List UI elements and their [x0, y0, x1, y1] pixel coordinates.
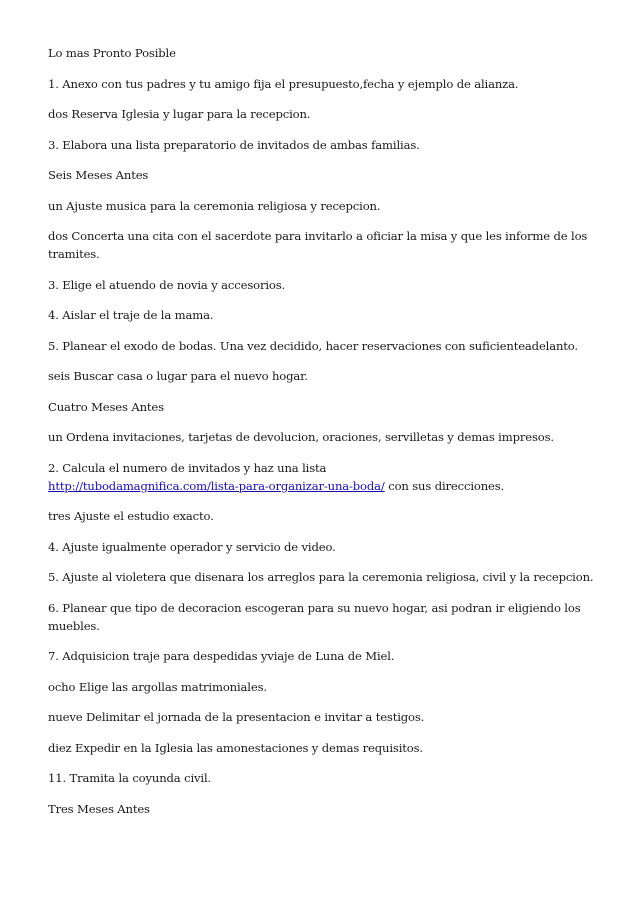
- list-item: tres Ajuste el estudio exacto.: [48, 509, 214, 523]
- section-heading: Tres Meses Antes: [48, 801, 150, 816]
- guest-list-item: [48, 459, 608, 495]
- document-body: [48, 44, 608, 830]
- list-item: un Ordena invitaciones, tarjetas de devolucion, oraciones, servilletas y demas impresos.: [48, 430, 554, 444]
- list-item: 4. Aislar el traje de la mama.: [48, 308, 214, 322]
- guest-list-link[interactable]: http://tubodamagnifica.com/lista-para-organizar-una-boda/: [48, 478, 385, 493]
- list-item: 11. Tramita la coyunda civil.: [48, 771, 212, 785]
- list-item: dos Reserva Iglesia y lugar para la recepcion.: [48, 107, 311, 121]
- list-item: diez Expedir en la Iglesia las amonestaciones y demas requisitos.: [48, 740, 423, 755]
- list-item: 7. Adquisicion traje para despedidas yviaje de Luna de Miel.: [48, 649, 395, 663]
- list-item: nueve Delimitar el jornada de la presentacion e invitar a testigos.: [48, 710, 425, 724]
- list-item: 1. Anexo con tus padres y tu amigo fija el presupuesto,fecha y ejemplo de alianza.: [48, 76, 519, 91]
- list-item: 5. Planear el exodo de bodas. Una vez decidido, hacer reservaciones con suficienteadelanto.: [48, 338, 578, 353]
- list-item: dos Concerta una cita con el sacerdote para invitarlo a oficiar la misa y que les informe de los tramites.: [48, 229, 588, 261]
- guest-list-suffix: con sus direcciones.: [384, 478, 505, 493]
- list-item: un Ajuste musica para la ceremonia religiosa y recepcion.: [48, 198, 381, 213]
- section-heading: Lo mas Pronto Posible: [48, 46, 176, 60]
- list-item: 3. Elabora una lista preparatorio de invitados de ambas familias.: [48, 137, 420, 152]
- list-item: seis Buscar casa o lugar para el nuevo hogar.: [48, 369, 308, 383]
- list-item: 4. Ajuste igualmente operador y servicio de video.: [48, 539, 336, 554]
- section-heading: Cuatro Meses Antes: [48, 399, 164, 414]
- guest-list-text: 2. Calcula el numero de invitados y haz una lista: [48, 460, 327, 475]
- list-item: 5. Ajuste al violetera que disenara los arreglos para la ceremonia religiosa, civil y la recepcion.: [48, 570, 594, 584]
- section-heading: Seis Meses Antes: [48, 168, 149, 182]
- list-item: 3. Elige el atuendo de novia y accesorios.: [48, 277, 286, 292]
- list-item: 6. Planear que tipo de decoracion escogeran para su nuevo hogar, asi podran ir eligiendo los muebles.: [48, 600, 581, 633]
- list-item: ocho Elige las argollas matrimoniales.: [48, 679, 267, 694]
